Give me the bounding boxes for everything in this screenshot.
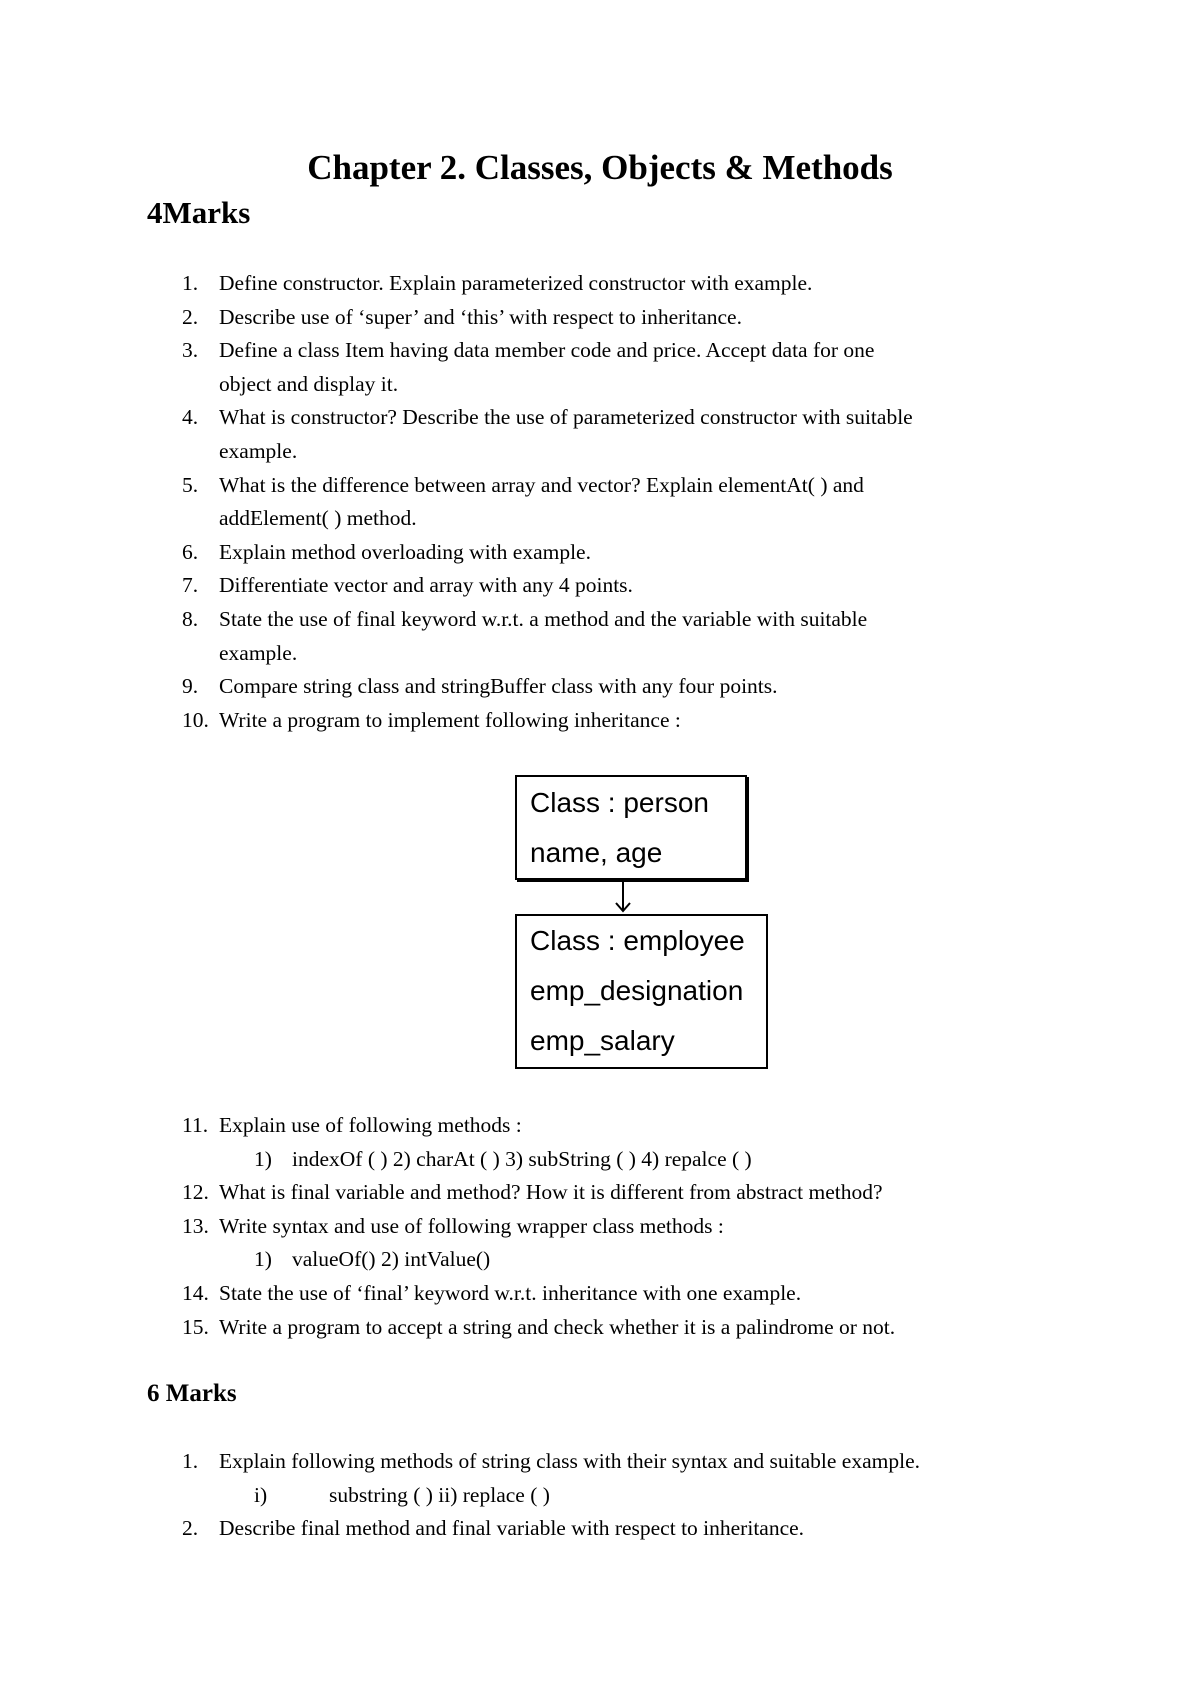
subitem-label: 1) — [254, 1146, 272, 1171]
question-number: 2. — [182, 1516, 199, 1541]
question-item — [0, 301, 1039, 335]
question-item — [0, 536, 1039, 570]
section-heading-4-marks: 4Marks — [147, 195, 251, 230]
question-number: 2. — [182, 304, 199, 329]
class-member-label: emp_salary — [530, 1025, 675, 1056]
question-subitems — [219, 1143, 1039, 1177]
question-text: State the use of final keyword w.r.t. a method and the variable with suitable — [219, 606, 868, 631]
question-item — [0, 469, 1039, 536]
subitem-text: indexOf ( ) 2) charAt ( ) 3) subString ( ) 4) repalce ( ) — [292, 1146, 752, 1171]
class-box-person — [515, 775, 747, 880]
question-number: 15. — [182, 1314, 209, 1339]
class-members-label: name, age — [530, 837, 663, 868]
question-number: 4. — [182, 405, 199, 430]
subitem-label: 1) — [254, 1247, 272, 1272]
class-box-employee — [515, 914, 768, 1069]
question-text: What is final variable and method? How it is different from abstract method? — [219, 1180, 883, 1205]
question-number: 6. — [182, 539, 199, 564]
class-name-label: Class : person — [530, 787, 709, 818]
class-member-label: emp_designation — [530, 975, 744, 1006]
question-text: Define constructor. Explain parameterized constructor with example. — [219, 271, 813, 295]
question-item — [0, 670, 1039, 704]
class-name-label: Class : employee — [530, 925, 745, 956]
question-item — [0, 1512, 1039, 1546]
question-text-continued: example. — [219, 640, 298, 665]
question-text: Explain following methods of string class with their syntax and suitable example. — [219, 1449, 921, 1473]
question-text: What is the difference between array and vector? Explain elementAt( ) and — [219, 472, 864, 497]
question-number: 12. — [182, 1180, 209, 1205]
subitem-label: i) — [254, 1482, 268, 1507]
question-text: Describe use of ‘super’ and ‘this’ with respect to inheritance. — [219, 304, 742, 329]
question-text: Explain method overloading with example. — [219, 539, 591, 564]
question-item — [0, 704, 1039, 738]
question-item — [0, 1311, 1039, 1345]
question-text: Compare string class and stringBuffer class with any four points. — [219, 674, 778, 699]
subitem-text: substring ( ) ii) replace ( ) — [329, 1482, 550, 1507]
question-number: 5. — [182, 472, 199, 497]
question-text: Write a program to implement following inheritance : — [219, 707, 681, 732]
question-subitems — [219, 1243, 1039, 1277]
question-text: Write syntax and use of following wrapper class methods : — [219, 1213, 724, 1238]
question-text: What is constructor? Describe the use of parameterized constructor with suitable — [219, 405, 913, 430]
page-title: Chapter 2. Classes, Objects & Methods — [307, 148, 893, 187]
question-item — [0, 603, 1039, 670]
question-item — [0, 1210, 1039, 1277]
question-number: 1. — [182, 271, 199, 295]
question-text-continued: object and display it. — [219, 371, 399, 396]
question-text: Define a class Item having data member code and price. Accept data for one — [219, 338, 875, 363]
question-item — [0, 1277, 1039, 1311]
question-item — [0, 1176, 1039, 1210]
question-number: 1. — [182, 1449, 199, 1473]
question-text: Describe final method and final variable with respect to inheritance. — [219, 1516, 805, 1541]
question-number: 10. — [182, 707, 209, 732]
question-item — [0, 569, 1039, 603]
question-subitems — [219, 1479, 1039, 1513]
question-item — [0, 401, 1039, 468]
question-text-continued: addElement( ) method. — [219, 506, 417, 531]
subitem-text: valueOf() 2) intValue() — [292, 1247, 491, 1272]
question-number: 11. — [182, 1113, 209, 1137]
question-number: 7. — [182, 573, 199, 598]
question-number: 8. — [182, 606, 199, 631]
question-number: 14. — [182, 1280, 209, 1305]
question-list-6-marks — [0, 1445, 1039, 1546]
question-number: 9. — [182, 674, 199, 699]
question-number: 3. — [182, 338, 199, 363]
down-arrow-icon — [612, 878, 634, 914]
question-text: State the use of ‘final’ keyword w.r.t. inheritance with one example. — [219, 1280, 802, 1305]
section-heading-6-marks: 6 Marks — [147, 1380, 237, 1407]
question-item — [0, 1109, 1039, 1176]
question-item — [0, 1445, 1039, 1512]
question-text-continued: example. — [219, 438, 298, 463]
question-text: Write a program to accept a string and check whether it is a palindrome or not. — [219, 1314, 896, 1339]
question-text: Explain use of following methods : — [219, 1113, 522, 1137]
question-item — [0, 334, 1039, 401]
question-list-4-marks-part2 — [0, 1109, 1039, 1344]
question-text: Differentiate vector and array with any 4 points. — [219, 573, 633, 598]
question-item — [0, 267, 1039, 301]
question-list-4-marks-part1 — [0, 267, 1039, 737]
question-number: 13. — [182, 1213, 209, 1238]
